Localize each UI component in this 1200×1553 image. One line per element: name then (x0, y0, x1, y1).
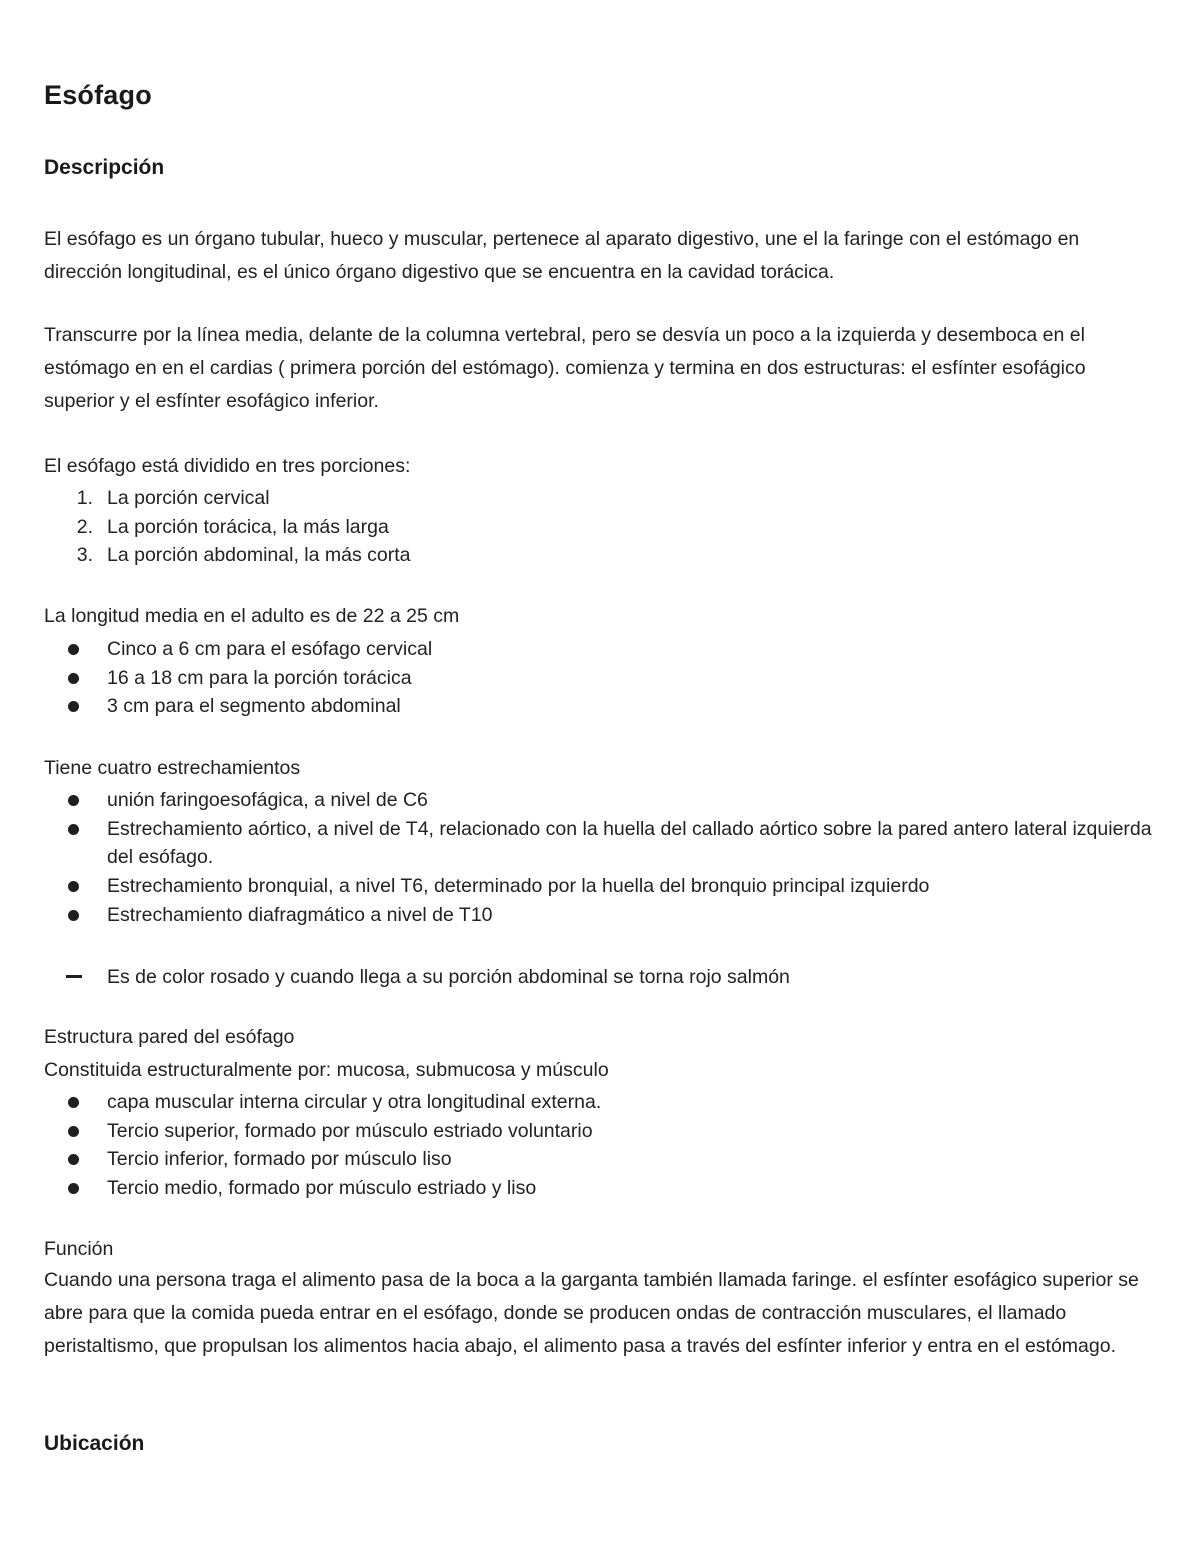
bullet-icon (68, 673, 79, 684)
list-item-text: 16 a 18 cm para la porción torácica (107, 666, 412, 689)
list-item (44, 1117, 1154, 1146)
list-item (44, 1145, 1154, 1174)
longitud-list (44, 635, 1154, 721)
list-item (44, 901, 1154, 930)
bullet-icon (68, 1154, 79, 1165)
porciones-intro: El esófago está dividido en tres porciones: (44, 455, 411, 477)
bullet-icon (68, 1097, 79, 1108)
list-item-text: Tercio inferior, formado por músculo liso (107, 1148, 452, 1171)
list-item-text: Estrechamiento aórtico, a nivel de T4, relacionado con la huella del callado aórtico sobre la pared antero lateral izquierda del esófago. (107, 817, 1152, 869)
list-item (44, 1174, 1154, 1203)
funcion-paragraph: Cuando una persona traga el alimento pasa de la boca a la garganta también llamada faringe. el esfínter esofágico superior se abre para que la comida pueda entrar en el esófago, donde se producen ondas de contracción musculares, el llamado peristaltismo, que propulsan los alimentos hacia abajo, el alimento pasa a través del esfínter inferior y entra en el estómago. (44, 1269, 1139, 1357)
paragraph-descripcion-2: Transcurre por la línea media, delante de la columna vertebral, pero se desvía un poco a la izquierda y desemboca en el estómago en en el cardias ( primera porción del estómago). comienza y termina en dos estructuras: el esfínter esofágico superior y el esfínter esofágico inferior. (44, 324, 1086, 412)
paragraph-descripcion-1: El esófago es un órgano tubular, hueco y muscular, pertenece al aparato digestivo, une el la faringe con el estómago en dirección longitudinal, es el único órgano digestivo que se encuentra en la cavidad torácica. (44, 228, 1080, 283)
section-heading-ubicacion: Ubicación (44, 1432, 145, 1455)
dash-icon (66, 975, 82, 978)
list-item (44, 513, 1154, 542)
list-item-text: Tercio superior, formado por músculo estriado voluntario (107, 1119, 593, 1142)
list-item (44, 664, 1154, 693)
list-item-text: La porción cervical (107, 487, 270, 509)
color-note-list (44, 963, 1154, 992)
estructura-heading: Estructura pared del esófago (44, 1026, 295, 1048)
list-number: 3. (76, 544, 93, 567)
funcion-heading: Función (44, 1238, 114, 1260)
estrechamientos-list (44, 786, 1154, 930)
list-item (44, 1088, 1154, 1117)
list-item-text: Cinco a 6 cm para el esófago cervical (107, 638, 433, 660)
list-item (44, 872, 1154, 901)
bullet-icon (68, 701, 79, 712)
estrechamientos-intro: Tiene cuatro estrechamientos (44, 757, 301, 779)
list-item-text: Tercio medio, formado por músculo estriado y liso (107, 1177, 537, 1200)
estructura-intro: Constituida estructuralmente por: mucosa, submucosa y músculo (44, 1059, 609, 1081)
list-item-text: capa muscular interna circular y otra longitudinal externa. (107, 1091, 602, 1113)
list-item-text: Es de color rosado y cuando llega a su porción abdominal se torna rojo salmón (107, 966, 790, 988)
list-item (44, 484, 1154, 513)
list-item-text: 3 cm para el segmento abdominal (107, 695, 401, 718)
list-item (44, 815, 1154, 872)
bullet-icon (68, 881, 79, 892)
list-item (44, 963, 1154, 992)
list-item (44, 635, 1154, 664)
section-heading-descripcion: Descripción (44, 156, 165, 179)
list-number: 1. (76, 487, 93, 509)
bullet-icon (68, 1126, 79, 1137)
list-item (44, 786, 1154, 815)
bullet-icon (68, 644, 79, 655)
bullet-icon (68, 910, 79, 921)
page-title: Esófago (44, 80, 152, 110)
list-item-text: unión faringoesofágica, a nivel de C6 (107, 789, 428, 811)
porciones-list (44, 484, 1154, 570)
list-item (44, 692, 1154, 721)
list-item-text: Estrechamiento bronquial, a nivel T6, determinado por la huella del bronquio principal izquierdo (107, 875, 930, 898)
list-item-text: La porción abdominal, la más corta (107, 544, 411, 567)
list-item-text: La porción torácica, la más larga (107, 515, 389, 538)
list-item (44, 541, 1154, 570)
list-item-text: Estrechamiento diafragmático a nivel de T10 (107, 903, 493, 926)
bullet-icon (68, 1183, 79, 1194)
estructura-list (44, 1088, 1154, 1203)
list-number: 2. (76, 515, 93, 538)
bullet-icon (68, 824, 79, 835)
longitud-intro: La longitud media en el adulto es de 22 a 25 cm (44, 605, 460, 627)
bullet-icon (68, 795, 79, 806)
